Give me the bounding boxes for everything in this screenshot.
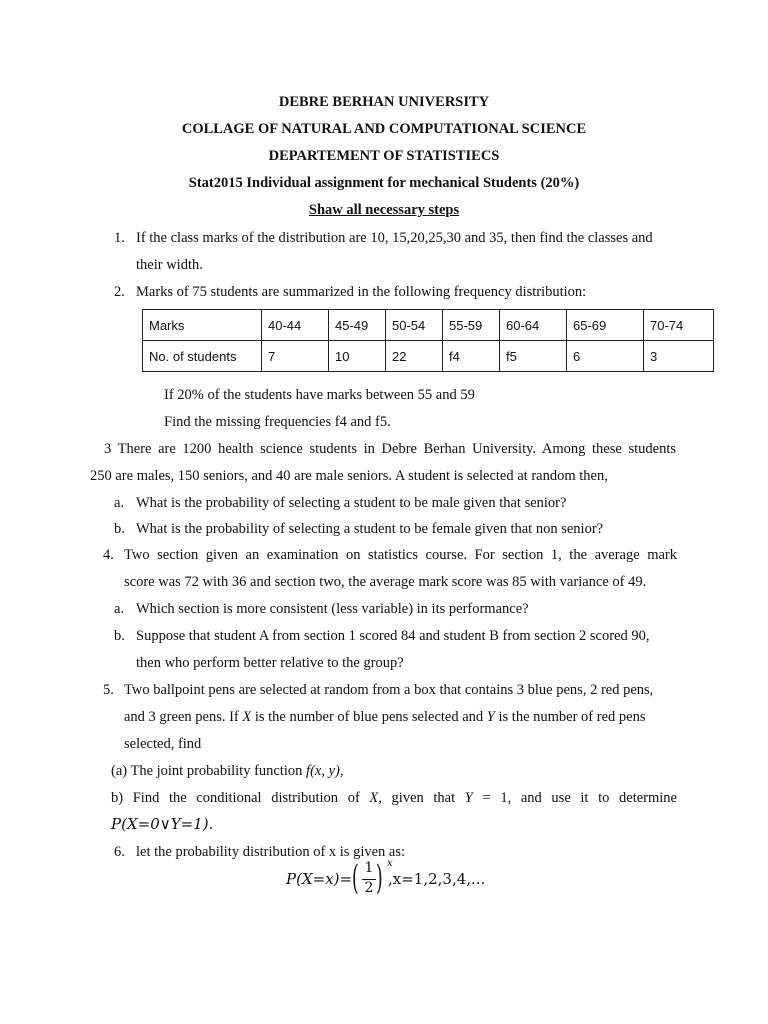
q3-line1: 3 There are 1200 health science students in Debre Berhan University. Among these students bbox=[104, 441, 676, 457]
q3-a-text: What is the probability of selecting a student to be male given that senior? bbox=[136, 495, 567, 511]
right-paren: ) bbox=[376, 858, 383, 898]
frequency-table bbox=[142, 309, 714, 372]
q5-line1: Two ballpoint pens are selected at random from a box that contains 3 blue pens, 2 red pens, bbox=[124, 682, 654, 698]
q5-number: 5. bbox=[103, 682, 114, 698]
q4-b-line2: then who perform better relative to the group? bbox=[136, 655, 404, 671]
department-title: DEPARTEMENT OF STATISTIECS bbox=[268, 148, 500, 164]
table-cell: 45-49 bbox=[329, 310, 386, 341]
table-cell: 40-44 bbox=[262, 310, 329, 341]
table-cell: 22 bbox=[386, 341, 443, 372]
university-title: DEBRE BERHAN UNIVERSITY bbox=[278, 94, 490, 110]
q5-line2-b: is the number of blue pens selected and bbox=[251, 709, 487, 725]
q5-line2 bbox=[124, 708, 645, 726]
q2-number: 2. bbox=[114, 284, 125, 300]
table-cell: 55-59 bbox=[443, 310, 500, 341]
q3-line2: 250 are males, 150 seniors, and 40 are male seniors. A student is selected at random then, bbox=[90, 468, 608, 484]
q6-number: 6. bbox=[114, 844, 125, 860]
q6-formula-left: P(X=x)= bbox=[286, 870, 353, 888]
q5-var-y: Y bbox=[486, 709, 495, 725]
q5-line3: selected, find bbox=[124, 736, 202, 752]
table-cell: 10 bbox=[329, 341, 386, 372]
table-cell: 70-74 bbox=[644, 310, 714, 341]
q5-b bbox=[111, 789, 677, 807]
q4-number: 4. bbox=[103, 547, 114, 563]
q4-b-label: b. bbox=[114, 628, 125, 644]
q2-line-a: If 20% of the students have marks between 55 and 59 bbox=[164, 387, 475, 403]
q5-a-func: f(x, y), bbox=[306, 763, 344, 779]
q5-b-y: Y bbox=[464, 790, 473, 806]
q5-b-text-b: given that bbox=[381, 790, 465, 806]
q1-line2: their width. bbox=[136, 257, 203, 273]
q4-a-label: a. bbox=[114, 601, 125, 617]
q6-line1: let the probability distribution of x is given as: bbox=[136, 844, 406, 860]
q4-b-line1: Suppose that student A from section 1 scored 84 and student B from section 2 scored 90, bbox=[136, 628, 650, 644]
q3-b-text: What is the probability of selecting a student to be female given that non senior? bbox=[136, 521, 604, 537]
q6-exponent: x bbox=[387, 858, 393, 869]
q6-formula-right: ,x=1,2,3,4,... bbox=[388, 870, 486, 888]
q6-frac-num: 1 bbox=[364, 860, 374, 876]
q1-number: 1. bbox=[114, 230, 125, 246]
q5-b-x: X, bbox=[369, 790, 382, 806]
q5-line2-a: and 3 green pens. If bbox=[124, 709, 243, 725]
q4-line2: score was 72 with 36 and section two, the average mark score was 85 with variance of 49. bbox=[124, 574, 647, 590]
table-row bbox=[143, 341, 714, 372]
table-cell: f4 bbox=[443, 341, 500, 372]
q5-a bbox=[111, 762, 343, 780]
q2-line-b: Find the missing frequencies f4 and f5. bbox=[164, 414, 391, 430]
q5-b-text-c: = 1, and use it to determine bbox=[472, 790, 677, 806]
q1-line1: If the class marks of the distribution are 10, 15,20,25,30 and 35, then find the classes and bbox=[136, 230, 653, 246]
table-cell: 60-64 bbox=[500, 310, 567, 341]
table-cell: 7 bbox=[262, 341, 329, 372]
table-cell: 3 bbox=[644, 341, 714, 372]
table-cell: No. of students bbox=[143, 341, 262, 372]
q6-frac-den: 2 bbox=[364, 880, 374, 896]
q3-b-label: b. bbox=[114, 521, 125, 537]
q4-line1: Two section given an examination on statistics course. For section 1, the average mark bbox=[124, 547, 677, 563]
left-paren: ( bbox=[352, 858, 359, 898]
q3-a-label: a. bbox=[114, 495, 125, 511]
q5-a-text: (a) The joint probability function bbox=[111, 763, 307, 779]
q4-a-text: Which section is more consistent (less variable) in its performance? bbox=[136, 601, 529, 617]
assignment-title: Stat2015 Individual assignment for mechanical Students (20%) bbox=[188, 175, 580, 191]
college-title: COLLAGE OF NATURAL AND COMPUTATIONAL SCIENCE bbox=[181, 121, 587, 137]
table-cell: Marks bbox=[143, 310, 262, 341]
q5-b-text-a: b) Find the conditional distribution of bbox=[111, 790, 370, 806]
q5-line2-c: is the number of red pens bbox=[494, 709, 646, 725]
table-cell: 65-69 bbox=[567, 310, 644, 341]
table-cell: 6 bbox=[567, 341, 644, 372]
q5-var-x: X bbox=[242, 709, 252, 725]
q5-b-formula: P(X=0∨Y=1). bbox=[111, 815, 214, 833]
q2-intro: Marks of 75 students are summarized in the following frequency distribution: bbox=[136, 284, 587, 300]
q6-formula bbox=[286, 858, 506, 904]
table-cell: 50-54 bbox=[386, 310, 443, 341]
table-cell: f5 bbox=[500, 341, 567, 372]
instruction-text: Shaw all necessary steps bbox=[308, 202, 460, 218]
table-row bbox=[143, 310, 714, 341]
